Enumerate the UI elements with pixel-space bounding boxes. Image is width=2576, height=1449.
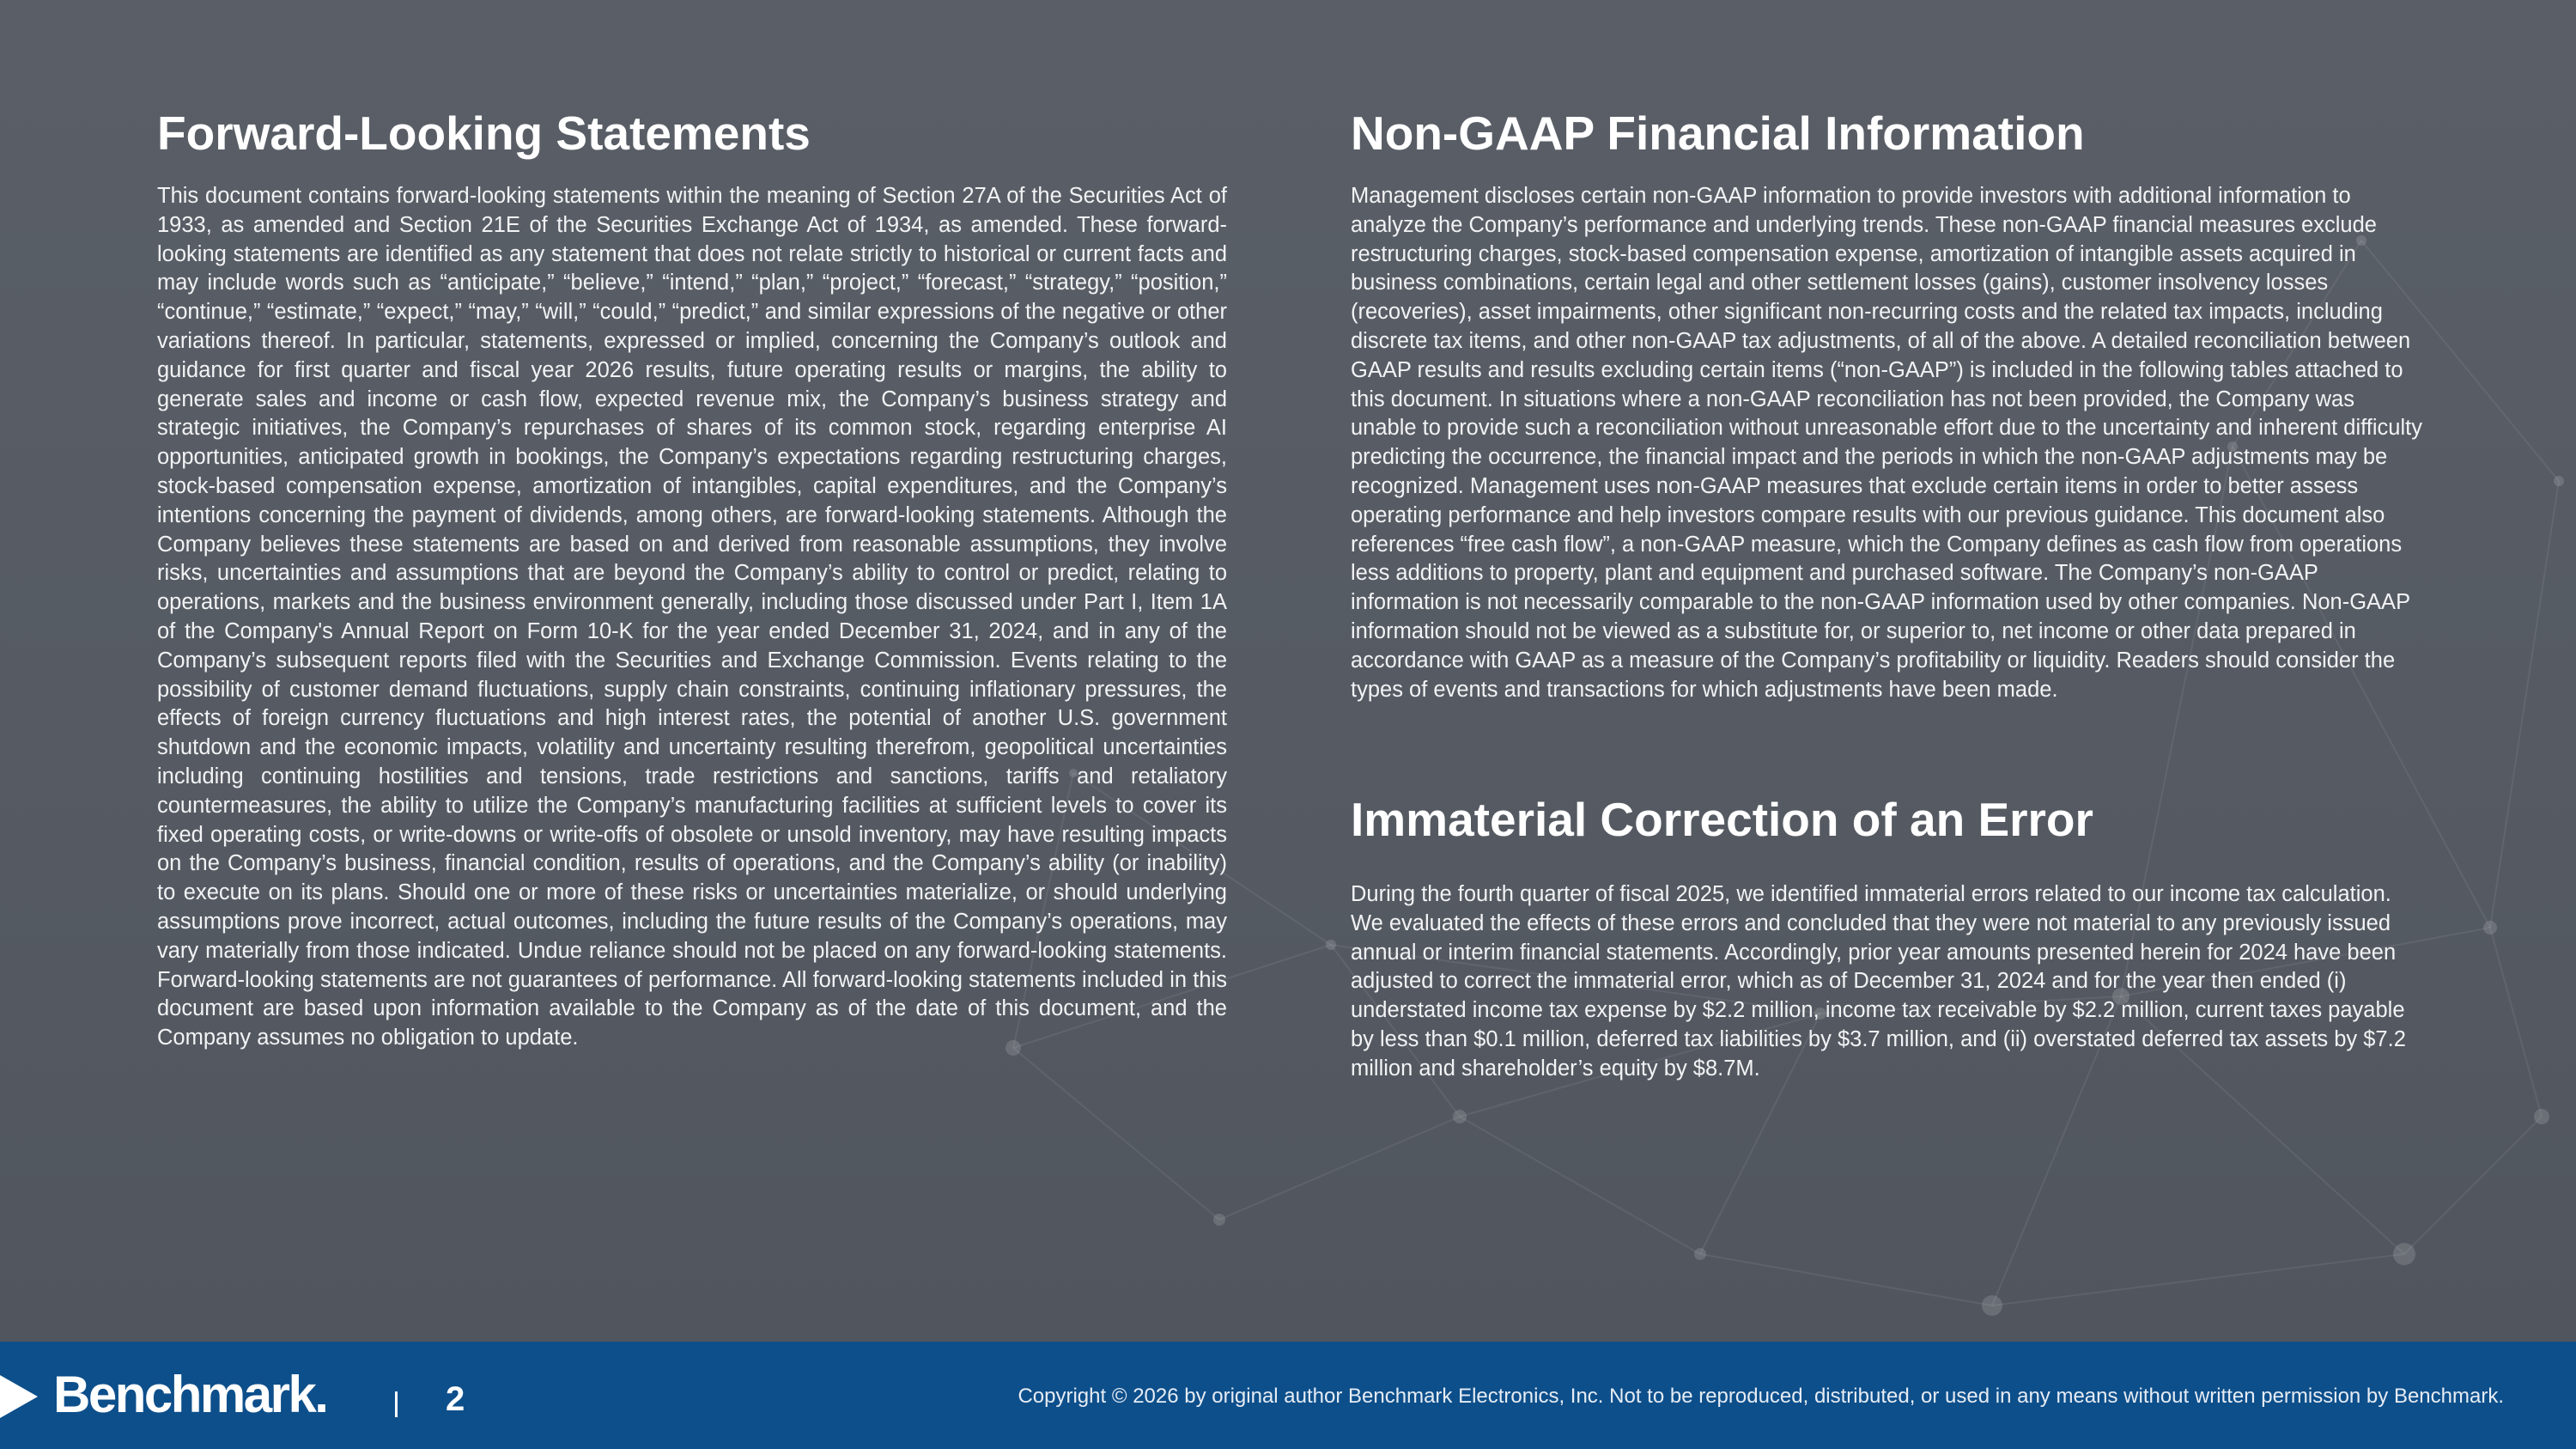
page-number: 2 (446, 1380, 465, 1418)
forward-looking-title: Forward-Looking Statements (157, 107, 811, 160)
copyright-notice: Copyright © 2026 by original author Benchmark Electronics, Inc. Not to be reproduced, distributed, or used in any means without written permission by Benchmark. (1018, 1385, 2504, 1408)
immaterial-correction-body: During the fourth quarter of fiscal 2025, we identified immaterial errors related to our income tax calculation. We evaluated the effects of these errors and concluded that they were not material to any previously issued annual or interim financial statements. Accordingly, prior year amounts presented herein for 2024 have been adjusted to correct the immaterial error, which as of December 31, 2024 and for the year then ended (i) understated income tax expense by $2.2 million, income tax receivable by $2.2 million, current taxes payable by less than $0.1 million, deferred tax liabilities by $3.7 million, and (ii) overstated deferred tax assets by $7.2 million and shareholder’s equity by $8.7M. (1351, 882, 2406, 1081)
non-gaap-title: Non-GAAP Financial Information (1351, 107, 2085, 160)
footer-separator (395, 1391, 398, 1417)
benchmark-logo: Benchmark. (53, 1366, 327, 1423)
forward-looking-body: This document contains forward-looking statements within the meaning of Section 27A of the Securities Act of 1933, as amended and Section 21E of the Securities Exchange Act of 1934, as amended. These forward-looking statements are identified as any statement that does not relate strictly to historical or current facts and may include words such as “anticipate,” “believe,” “intend,” “plan,” “project,” “forecast,” “strategy,” “position,” “continue,” “estimate,” “expect,” “may,” “will,” “could,” “predict,” and similar expressions of the negative or other variations thereof. In particular, statements, expressed or implied, concerning the Company’s outlook and guidance for first quarter and fiscal year 2026 results, future operating results or margins, the ability to generate sales and income or cash flow, expected revenue mix, the Company’s business strategy and strategic initiatives, the Company’s repurchases of shares of its common stock, regarding enterprise AI opportunities, anticipated growth in bookings, the Company’s expectations regarding restructuring charges, stock-based compensation expense, amortization of intangibles, capital expenditures, and the Company’s intentions concerning the payment of dividends, among others, are forward-looking statements. Although the Company believes these statements are based on and derived from reasonable assumptions, they involve risks, uncertainties and assumptions that are beyond the Company’s ability to control or predict, relating to operations, markets and the business environment generally, including those discussed under Part I, Item 1A of the Company's Annual Report on Form 10-K for the year ended December 31, 2024, and in any of the Company’s subsequent reports filed with the Securities and Exchange Commission. Events relating to the possibility of customer demand fluctuations, supply chain constraints, continuing inflationary pressures, the effects of foreign currency fluctuations and high interest rates, the potential of another U.S. government shutdown and the economic impacts, volatility and uncertainty resulting therefrom, geopolitical uncertainties including continuing hostilities and tensions, trade restrictions and sanctions, tariffs and retaliatory countermeasures, the ability to utilize the Company’s manufacturing facilities at sufficient levels to cover its fixed operating costs, or write-downs or write-offs of obsolete or unsold inventory, may have resulting impacts on the Company’s business, financial condition, results of operations, and the Company’s ability (or inability) to execute on its plans. Should one or more of these risks or uncertainties materialize, or should underlying assumptions prove incorrect, actual outcomes, including the future results of the Company’s operations, may vary materially from those indicated. Undue reliance should not be placed on any forward-looking statements. Forward-looking statements are not guarantees of performance. All forward-looking statements included in this document are based upon information available to the Company as of the date of this document, and the Company assumes no obligation to update. (157, 184, 1227, 1050)
footer-bar (0, 1342, 2576, 1449)
non-gaap-body: Management discloses certain non-GAAP information to provide investors with additional information to analyze the Company’s performance and underlying trends. These non-GAAP financial measures exclude restructuring charges, stock-based compensation expense, amortization of intangible assets acquired in business combinations, certain legal and other settlement losses (gains), customer insolvency losses (recoveries), asset impairments, other significant non-recurring costs and the related tax impacts, including discrete tax items, and other non-GAAP tax adjustments, of all of the above. A detailed reconciliation between GAAP results and results excluding certain items (“non-GAAP”) is included in the following tables attached to this document. In situations where a non-GAAP reconciliation has not been provided, the Company was unable to provide such a reconciliation without unreasonable effort due to the uncertainty and inherent difficulty predicting the occurrence, the financial impact and the periods in which the non-GAAP adjustments may be recognized. Management uses non-GAAP measures that exclude certain items in order to better assess operating performance and help investors compare results with our previous guidance. This document also references “free cash flow”, a non-GAAP measure, which the Company defines as cash flow from operations less additions to property, plant and equipment and purchased software. The Company’s non-GAAP information is not necessarily comparable to the non-GAAP information used by other companies. Non-GAAP information should not be viewed as a substitute for, or superior to, net income or other data prepared in accordance with GAAP as a measure of the Company’s profitability or liquidity. Readers should consider the types of events and transactions for which adjustments have been made. (1351, 184, 2422, 702)
immaterial-correction-title: Immaterial Correction of an Error (1351, 793, 2093, 846)
benchmark-logo-arrow-icon (0, 1375, 38, 1418)
